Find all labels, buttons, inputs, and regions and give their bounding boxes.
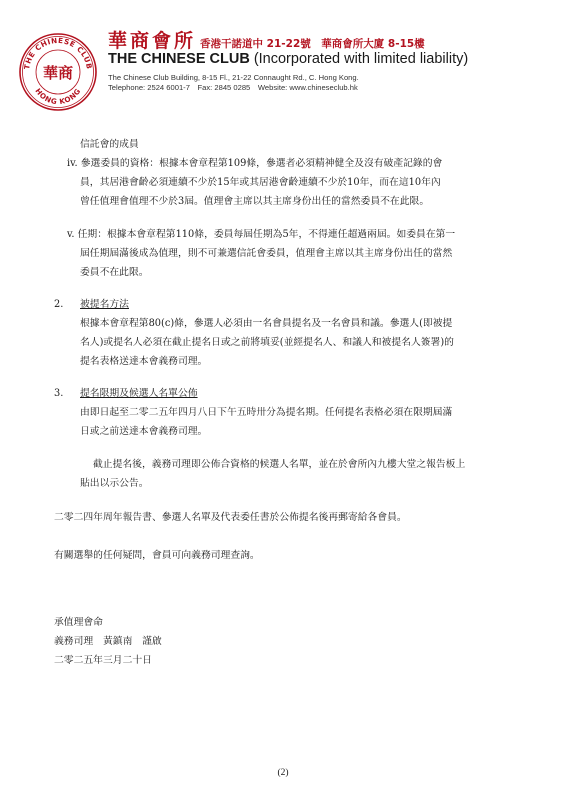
page-number: (2) (277, 768, 289, 778)
letterhead (18, 26, 548, 118)
logo-text-bottom: HONG KONG (33, 86, 83, 107)
text-line: 提名表格送達本會義務司理。 (80, 356, 208, 367)
text-line: 委員不在此限。 (80, 267, 149, 278)
club-address-english: The Chinese Club Building, 8-15 Fl., 21-22 Connaught Rd., C. Hong Kong. (108, 73, 359, 82)
club-contact-line: Telephone: 2524 6001-7 Fax: 2845 0285 Website: www.chineseclub.hk (108, 83, 358, 92)
club-name-chinese: 華商會所 (108, 30, 197, 52)
text-line: 二零二四年周年報告書、參選人名單及代表委任書於公佈提名後再郵寄給各會員。 (54, 512, 407, 523)
text-line: iv. 參選委員的資格：根據本會章程第109條，參選者必須精神健全及沒有破產記錄的會 (67, 158, 443, 169)
letterhead-text (108, 26, 548, 93)
text-line: v. 任期：根據本會章程第110條，委員每屆任期為5年，不得連任超過兩屆。如委員在第一 (67, 229, 456, 240)
paragraph-trust-members (80, 135, 139, 154)
logo-text-top: THE CHINESE CLUB (22, 35, 94, 71)
section-3-title: 提名限期及候選人名單公佈 (80, 388, 198, 399)
text-line: 信託會的成員 (80, 139, 139, 150)
letterhead-line-cn (108, 26, 548, 50)
signature-line-name: 義務司理 黃鎮南 謹啟 (54, 636, 162, 647)
text-line: 員，其居港會齡必須連續不少於15年或其居港會齡連續不少於10年，而在這10年內 (80, 177, 441, 188)
club-address-chinese: 香港干諾道中 21-22號 華商會所大廈 8-15樓 (200, 38, 425, 50)
text-line: 截止提名後，義務司理即公佈合資格的候選人名單，並在於會所內九樓大堂之報告板上 (93, 459, 466, 470)
text-line: 屆任期屆滿後成為值理，則不可兼選信託會委員，值理會主席以其主席身份出任的當然 (80, 248, 453, 259)
text-line: 名人)或提名人必須在截止提名日或之前將填妥(並經提名人、和議人和被提名人簽署)的 (80, 337, 454, 348)
club-name-english-suffix: (Incorporated with limited liability) (249, 51, 469, 67)
text-line: 根據本會章程第80(c)條，參選人必須由一名會員提名及一名會員和議。參選人(即被提 (80, 318, 453, 329)
text-line: 曾任值理會值理不少於3屆。值理會主席以其主席身份出任的當然委員不在此限。 (80, 196, 430, 207)
signature-line-order: 承值理會命 (54, 617, 103, 628)
section-2 (80, 295, 454, 371)
item-iv-eligibility (67, 154, 442, 211)
paragraph-annual-report (54, 508, 407, 527)
signature-line-date: 二零二五年三月二十日 (54, 655, 152, 666)
item-v-term (67, 225, 455, 282)
club-name-english (108, 51, 548, 67)
club-name-english-bold: THE CHINESE CLUB (108, 51, 250, 67)
logo-center-chars: 華商 (42, 64, 74, 82)
text-line: 貼出以示公告。 (80, 478, 149, 489)
paragraph-enquiry (54, 546, 260, 565)
section-3 (80, 384, 452, 441)
text-line: 日或之前送達本會義務司理。 (80, 426, 208, 437)
contact-block (108, 73, 548, 93)
signature-block (54, 613, 162, 670)
section-2-title: 被提名方法 (80, 299, 129, 310)
section-3-announcement (80, 455, 465, 493)
section-2-number: 2. (54, 299, 64, 310)
section-3-number: 3. (54, 388, 64, 399)
text-line: 有關選舉的任何疑問，會員可向義務司理查詢。 (54, 550, 260, 561)
chinese-club-logo (18, 32, 98, 112)
text-line: 由即日起至二零二五年四月八日下午五時卅分為提名期。任何提名表格必須在限期屆滿 (80, 407, 453, 418)
